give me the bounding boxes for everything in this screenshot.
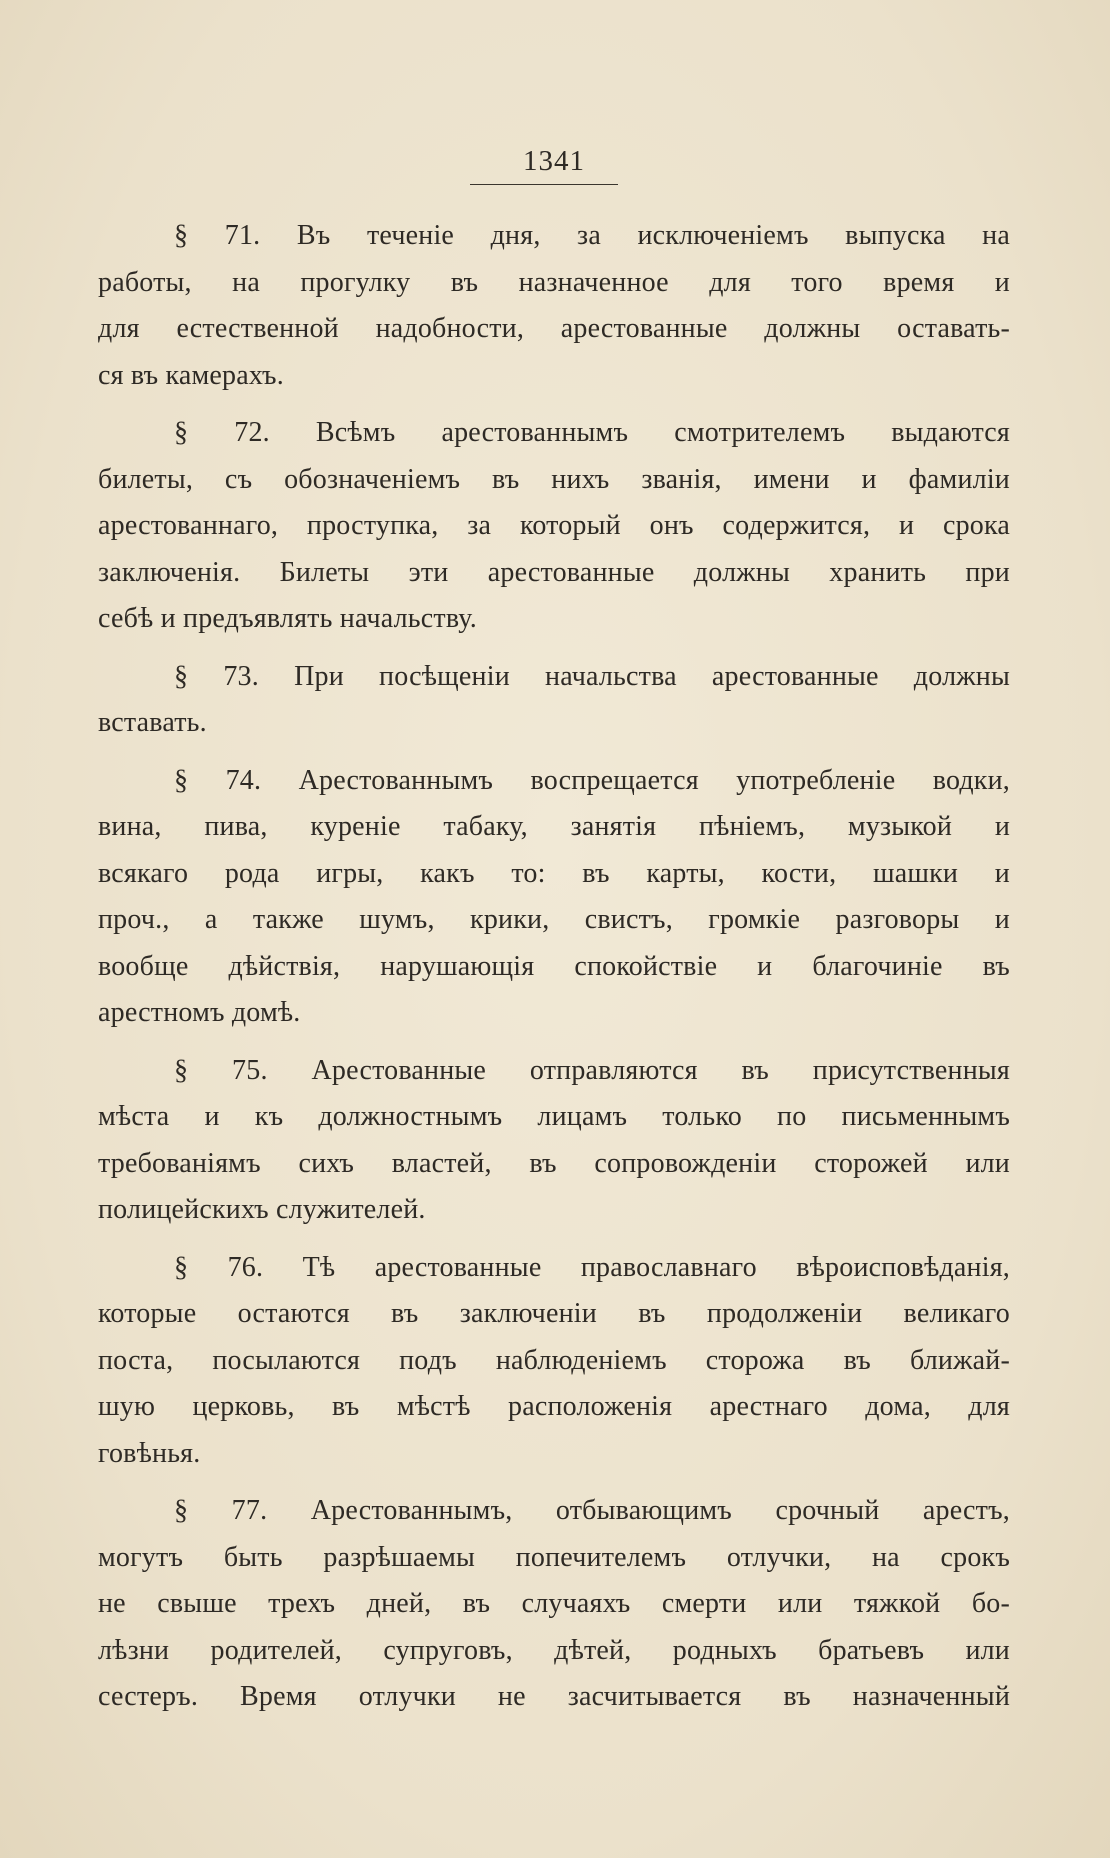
paragraph-77 — [98, 1488, 1010, 1721]
text-line: полицейскихъ служителей. — [98, 1194, 426, 1225]
paragraph-76 — [98, 1245, 1010, 1478]
text-line: арестованнаго, проступка, за который онъ содержится, и срока — [98, 510, 1010, 541]
text-line: всякаго рода игры, какъ то: въ карты, кости, шашки и — [98, 857, 1010, 889]
paragraph-75 — [98, 1048, 1010, 1234]
text-line: которые остаются въ заключеніи въ продолженіи великаго — [98, 1298, 1010, 1329]
text-line: § 77. Арестованнымъ, отбывающимъ срочный арестъ, — [174, 1495, 1010, 1526]
text-line: работы, на прогулку въ назначенное для того время и — [98, 266, 1010, 298]
text-line: мѣста и къ должностнымъ лицамъ только по письменнымъ — [98, 1101, 1010, 1132]
body-text — [98, 213, 1010, 1721]
text-line: требованіямъ сихъ властей, въ сопровожденіи сторожей или — [98, 1147, 1010, 1179]
text-line: § 72. Всѣмъ арестованнымъ смотрителемъ выдаются — [174, 417, 1010, 448]
text-line: арестномъ домѣ. — [98, 997, 301, 1028]
text-line: вина, пива, куреніе табаку, занятія пѣніемъ, музыкой и — [98, 811, 1010, 842]
paragraph-71 — [98, 213, 1010, 399]
text-line: себѣ и предъявлять начальству. — [98, 603, 477, 634]
text-line: билеты, съ обозначеніемъ въ нихъ званія, имени и фамиліи — [98, 463, 1010, 495]
paragraph-73 — [98, 654, 1010, 747]
page-number-rule — [470, 184, 618, 185]
text-line: § 74. Арестованнымъ воспрещается употребленіе водки, — [174, 764, 1010, 796]
text-line: заключенія. Билеты эти арестованные должны хранить при — [98, 556, 1010, 588]
paragraph-72 — [98, 410, 1010, 643]
text-line: говѣнья. — [98, 1437, 201, 1469]
text-line: § 75. Арестованные отправляются въ присутственныя — [174, 1054, 1010, 1086]
text-line: проч., а также шумъ, крики, свистъ, громкіе разговоры и — [98, 904, 1010, 935]
text-line: шую церковь, въ мѣстѣ расположенія арестнаго дома, для — [98, 1391, 1010, 1422]
text-line: § 76. Тѣ арестованные православнаго вѣроисповѣданія, — [174, 1251, 1010, 1283]
page-number: 1341 — [523, 145, 585, 177]
text-line: § 71. Въ теченіе дня, за исключеніемъ выпуска на — [174, 220, 1010, 251]
text-line: § 73. При посѣщеніи начальства арестованные должны — [174, 660, 1010, 692]
text-line: сестеръ. Время отлучки не засчитывается въ назначенный — [98, 1681, 1010, 1712]
text-line: могутъ быть разрѣшаемы попечителемъ отлучки, на срокъ — [98, 1541, 1010, 1573]
paragraph-74 — [98, 758, 1010, 1037]
text-line: не свыше трехъ дней, въ случаяхъ смерти или тяжкой бо- — [98, 1588, 1010, 1619]
text-line: вообще дѣйствія, нарушающія спокойствіе и благочиніе въ — [98, 950, 1010, 982]
text-line: ся въ камерахъ. — [98, 359, 284, 391]
text-line: для естественной надобности, арестованные должны оставать- — [98, 313, 1010, 344]
text-line: поста, посылаются подъ наблюденіемъ сторожа въ ближай- — [98, 1344, 1010, 1376]
text-line: вставать. — [98, 707, 207, 738]
text-line: лѣзни родителей, супруговъ, дѣтей, родныхъ братьевъ или — [98, 1634, 1010, 1666]
